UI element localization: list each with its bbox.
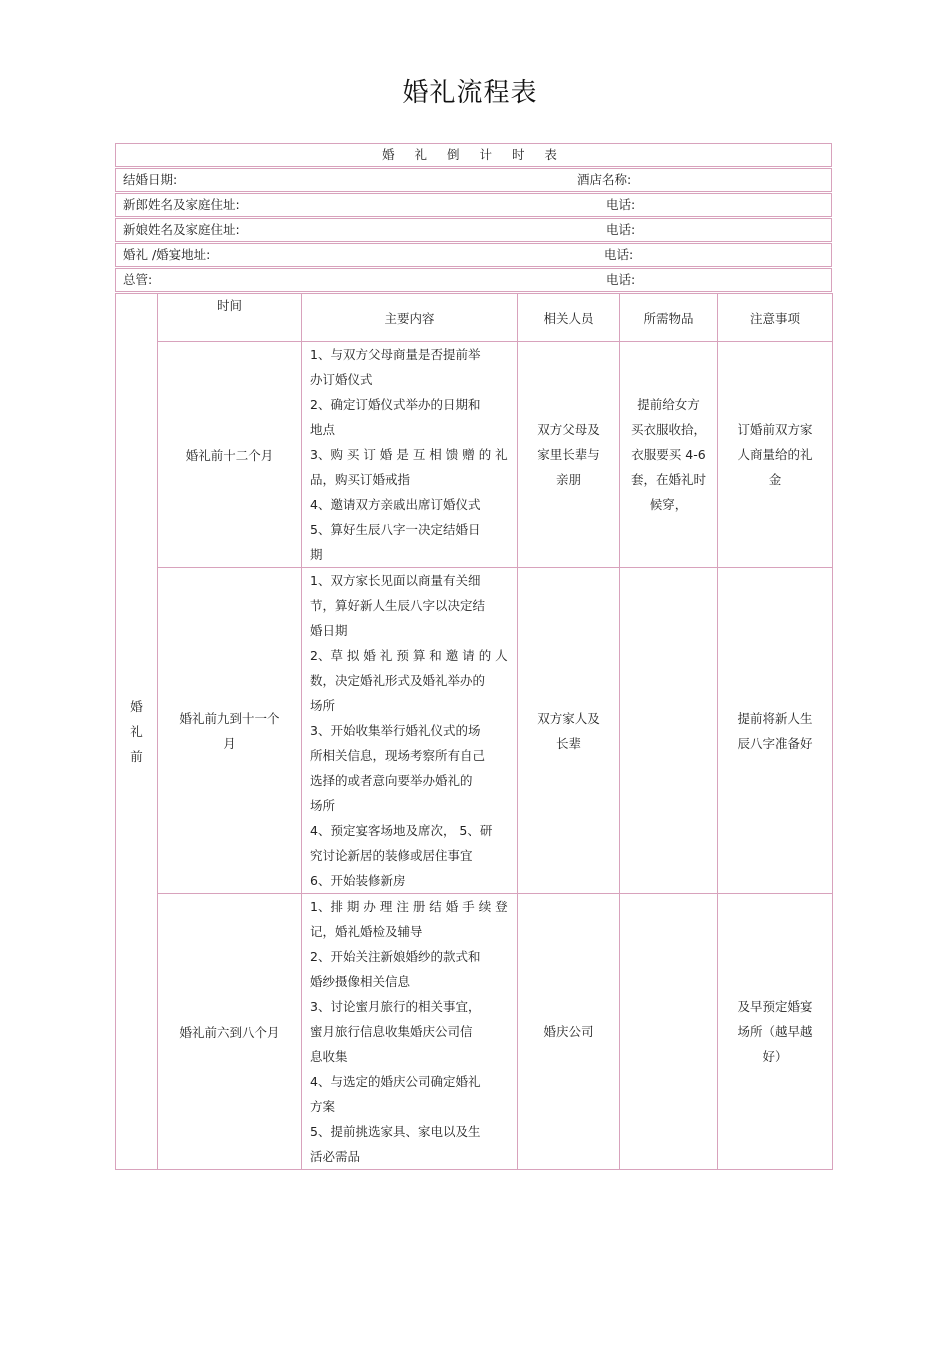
items-line: 提前给女方	[637, 397, 700, 412]
stage-char: 婚	[130, 699, 143, 714]
content-line: 地点	[310, 422, 336, 437]
content-line: 节，算好新人生辰八字以决定结	[310, 598, 486, 613]
content-line: 究讨论新居的装修或居住事宜	[310, 848, 473, 863]
stage-char: 前	[130, 749, 143, 764]
manager-label: 总管:	[123, 272, 153, 287]
notes-line: 提前将新人生	[737, 710, 813, 726]
notes-cell	[718, 342, 833, 568]
people-line: 家里长辈与	[537, 447, 600, 462]
wedding-form	[115, 143, 832, 1170]
content-line: 数，决定婚礼形式及婚礼举办的	[310, 673, 486, 688]
col-items: 所需物品	[620, 294, 718, 342]
content-line: 所相关信息，现场考察所有自己	[310, 748, 486, 763]
table-row	[116, 894, 833, 1170]
time-cell	[158, 568, 302, 894]
venue-row	[115, 243, 832, 267]
content-line: 4、预定宴客场地及席次， 5、研	[310, 823, 493, 838]
content-line: 1、与双方父母商量是否提前举	[310, 347, 481, 362]
col-notes: 注意事项	[718, 294, 833, 342]
table-row	[116, 342, 833, 568]
groom-label: 新郎姓名及家庭住址:	[123, 197, 240, 212]
content-cell	[302, 568, 518, 894]
content-line: 5、提前挑选家具、家电以及生	[310, 1124, 481, 1139]
wedding-date-label: 结婚日期:	[123, 172, 178, 187]
stage-char: 礼	[130, 724, 143, 739]
groom-phone-label: 电话:	[606, 197, 636, 212]
items-cell	[620, 894, 718, 1170]
page-title: 婚礼流程表	[402, 78, 538, 108]
table-header-row	[116, 294, 833, 342]
items-line: 候穿，	[649, 497, 688, 512]
content-line: 2、确定订婚仪式举办的日期和	[310, 397, 481, 412]
notes-line: 金	[768, 472, 782, 487]
bride-phone-label: 电话:	[606, 222, 636, 237]
people-line: 双方父母及	[537, 422, 600, 437]
content-line: 记，婚礼婚检及辅导	[310, 924, 423, 939]
countdown-header: 婚 礼 倒 计 时 表	[115, 143, 832, 167]
content-line: 1、排 期 办 理 注 册 结 婚 手 续 登	[310, 899, 508, 914]
people-cell	[518, 568, 620, 894]
manager-phone-label: 电话:	[606, 272, 636, 287]
content-line: 3、购 买 订 婚 是 互 相 馈 赠 的 礼	[310, 447, 508, 462]
table-row	[116, 568, 833, 894]
content-line: 场所	[310, 698, 336, 713]
content-cell	[302, 342, 518, 568]
manager-row	[115, 268, 832, 292]
venue-phone-label: 电话:	[604, 247, 634, 262]
stage-cell	[116, 294, 158, 1170]
time-cell: 婚礼前十二个月	[158, 342, 302, 568]
notes-line: 好）	[762, 1049, 788, 1064]
notes-line: 辰八字准备好	[737, 735, 813, 751]
notes-line: 订婚前双方家	[737, 422, 813, 437]
time-line: 月	[223, 735, 236, 751]
notes-line: 及早预定婚宴	[737, 999, 813, 1014]
hotel-name-label: 酒店名称:	[577, 172, 632, 187]
content-line: 婚日期	[310, 623, 348, 638]
venue-label: 婚礼 /婚宴地址:	[123, 247, 211, 262]
content-line: 选择的或者意向要举办婚礼的	[310, 773, 473, 788]
content-line: 办订婚仪式	[310, 372, 373, 387]
content-cell	[302, 894, 518, 1170]
col-time: 时间	[158, 294, 302, 342]
items-line: 衣服要买 4-6	[631, 447, 706, 462]
content-line: 5、算好生辰八字一决定结婚日	[310, 522, 481, 537]
notes-cell	[718, 894, 833, 1170]
content-line: 1、双方家长见面以商量有关细	[310, 573, 481, 588]
groom-row	[115, 193, 832, 217]
content-line: 婚纱摄像相关信息	[310, 974, 411, 989]
bride-row	[115, 218, 832, 242]
people-cell	[518, 342, 620, 568]
col-people: 相关人员	[518, 294, 620, 342]
items-cell	[620, 568, 718, 894]
people-line: 婚庆公司	[543, 1024, 594, 1039]
content-line: 4、与选定的婚庆公司确定婚礼	[310, 1074, 481, 1089]
content-line: 2、草 拟 婚 礼 预 算 和 邀 请 的 人	[310, 648, 508, 663]
items-line: 套，在婚礼时	[630, 472, 706, 487]
notes-cell	[718, 568, 833, 894]
time-line: 婚礼前九到十一个	[179, 710, 280, 726]
time-cell: 婚礼前六到八个月	[158, 894, 302, 1170]
content-line: 方案	[310, 1099, 336, 1114]
items-line: 买衣服收拾，	[630, 422, 706, 437]
content-line: 活必需品	[310, 1149, 361, 1164]
content-line: 场所	[310, 798, 336, 813]
content-line: 4、邀请双方亲戚出席订婚仪式	[310, 497, 481, 512]
items-cell	[620, 342, 718, 568]
wedding-date-row	[115, 168, 832, 192]
content-line: 品，购买订婚戒指	[310, 472, 411, 487]
content-line: 6、开始装修新房	[310, 873, 406, 888]
people-line: 长辈	[555, 735, 581, 751]
content-line: 3、讨论蜜月旅行的相关事宜，	[310, 999, 481, 1014]
people-line: 亲朋	[555, 472, 581, 487]
schedule-table	[115, 293, 833, 1170]
people-cell	[518, 894, 620, 1170]
content-line: 3、开始收集举行婚礼仪式的场	[310, 723, 481, 738]
people-line: 双方家人及	[537, 710, 600, 726]
content-line: 2、开始关注新娘婚纱的款式和	[310, 949, 481, 964]
notes-line: 人商量给的礼	[737, 447, 813, 462]
col-content: 主要内容	[302, 294, 518, 342]
content-line: 蜜月旅行信息收集婚庆公司信	[310, 1024, 473, 1039]
notes-line: 场所（越早越	[737, 1024, 813, 1039]
content-line: 息收集	[310, 1049, 348, 1064]
bride-label: 新娘姓名及家庭住址:	[123, 222, 240, 237]
content-line: 期	[310, 547, 323, 562]
